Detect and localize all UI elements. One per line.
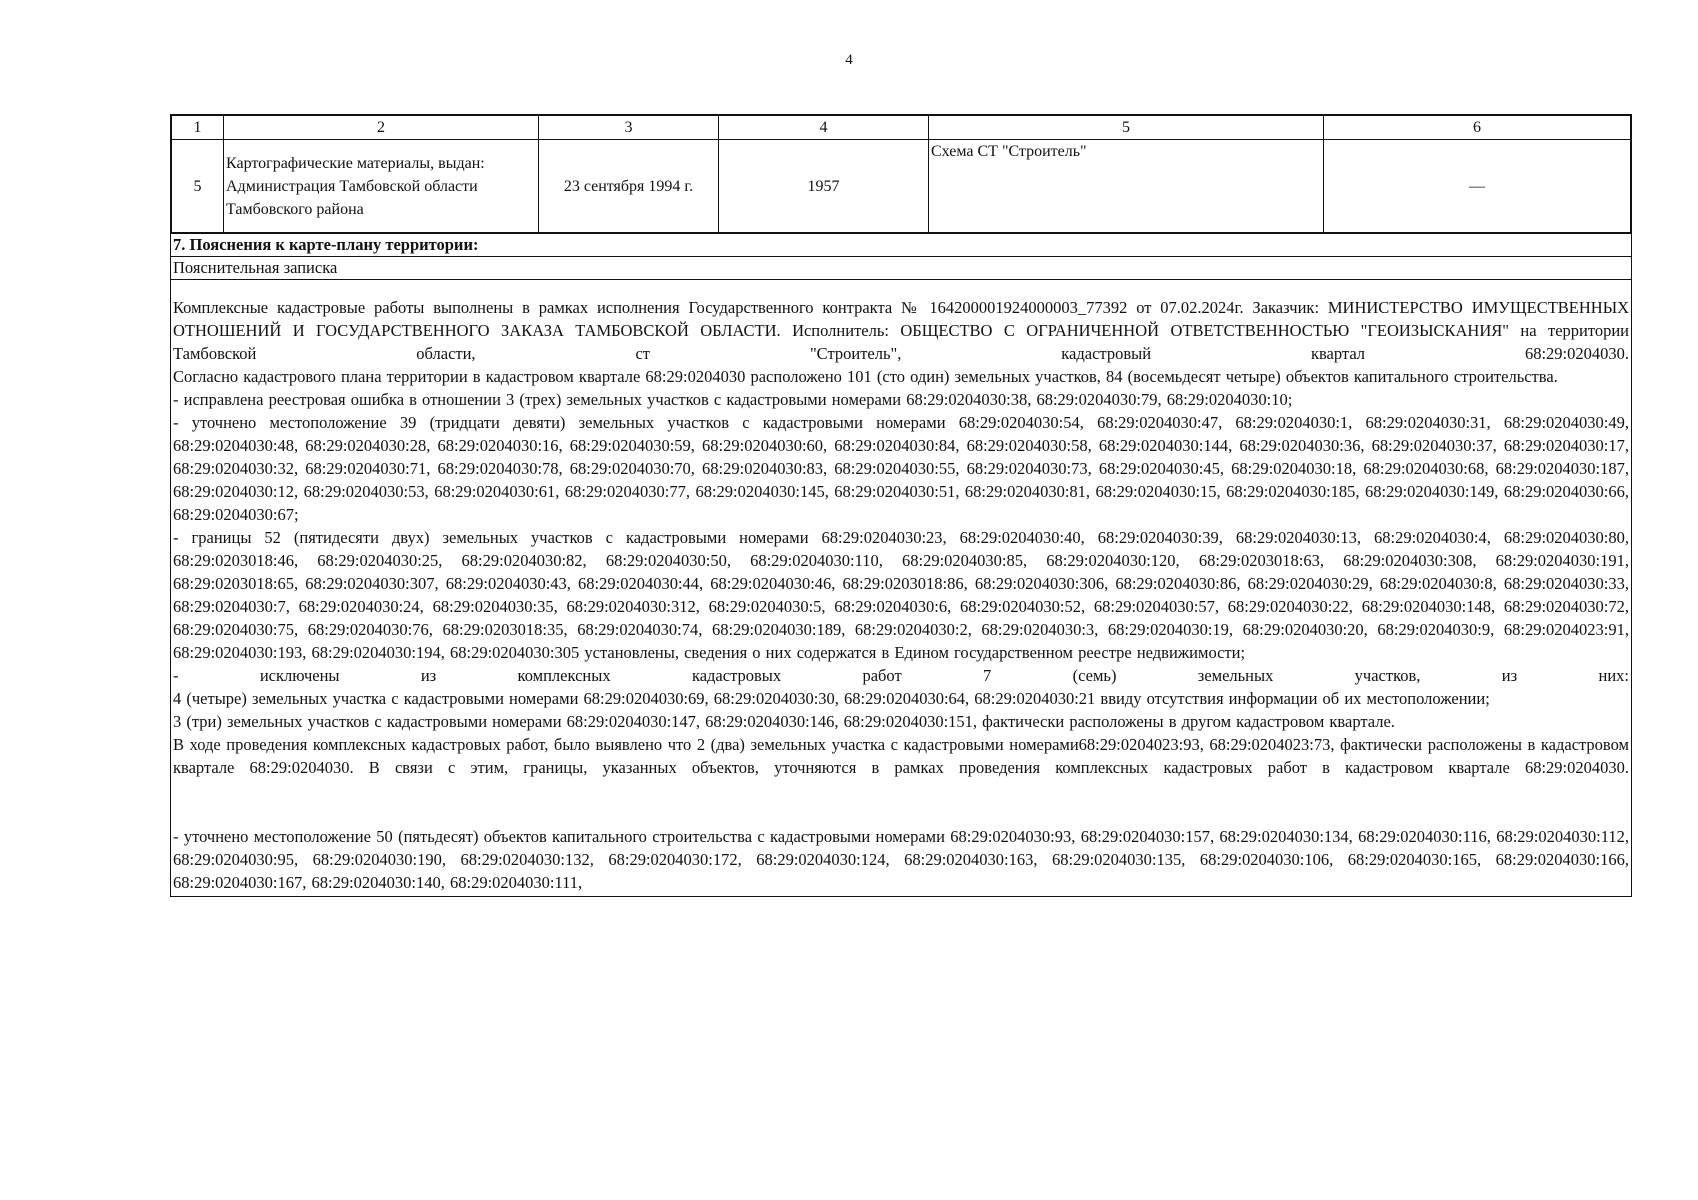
document-frame [170,114,1632,897]
column-number: 2 [224,116,539,140]
column-number: 3 [539,116,719,140]
paragraph-capital-objects: - уточнено местоположение 50 (пятьдесят) объектов капитального строительства с кадастровыми номерами 68:29:0204030:93, 68:29:0204030:157, 68:29:0204030:134, 68:29:0204030:116, 68:29:0204030:112, 68:29:0204030:95, 68:29:0204030:190, 68:29:0204030:132, 68:29:0204030:172, 68:29:0204030:124, 68:29:0204030:163, 68:29:0204030:135, 68:29:0204030:106, 68:29:0204030:165, 68:29:0204030:166, 68:29:0204030:167, 68:29:0204030:140, 68:29:0204030:111, [173,827,1629,892]
paragraph-registry-error: - исправлена реестровая ошибка в отношении 3 (трех) земельных участков с кадастровыми номерами 68:29:0204030:38, 68:29:0204030:79, 68:29:0204030:10; [173,390,1293,409]
paragraph-established-boundaries: - границы 52 (пятидесяти двух) земельных участков с кадастровыми номерами 68:29:0204030:23, 68:29:0204030:40, 68:29:0204030:39, 68:29:0204030:13, 68:29:0204030:4, 68:29:0204030:80, 68:29:0203018:46, 68:29:0204030:25, 68:29:0204030:82, 68:29:0204030:50, 68:29:0204030:110, 68:29:0204030:85, 68:29:0204030:120, 68:29:0203018:63, 68:29:0204030:308, 68:29:0204030:191, 68:29:0203018:65, 68:29:0204030:307, 68:29:0204030:43, 68:29:0204030:44, 68:29:0204030:46, 68:29:0203018:86, 68:29:0204030:306, 68:29:0204030:86, 68:29:0204030:29, 68:29:0204030:8, 68:29:0204030:33, 68:29:0204030:7, 68:29:0204030:24, 68:29:0204030:35, 68:29:0204030:312, 68:29:0204030:5, 68:29:0204030:6, 68:29:0204030:52, 68:29:0204030:57, 68:29:0204030:22, 68:29:0204030:148, 68:29:0204030:72, 68:29:0204030:75, 68:29:0204030:76, 68:29:0203018:35, 68:29:0204030:74, 68:29:0204030:189, 68:29:0204030:2, 68:29:0204030:3, 68:29:0204030:19, 68:29:0204030:20, 68:29:0204030:9, 68:29:0204023:91, 68:29:0204030:193, 68:29:0204030:194, 68:29:0204030:305 установлены, сведения о них содержатся в Едином государственном реестре недвижимости; [173,528,1629,662]
column-number: 5 [929,116,1324,140]
section-subtitle: Пояснительная записка [171,256,1631,279]
paragraph-clarified-parcels: - уточнено местоположение 39 (тридцати девяти) земельных участков с кадастровыми номерами 68:29:0204030:54, 68:29:0204030:47, 68:29:0204030:1, 68:29:0204030:31, 68:29:0204030:49, 68:29:0204030:48, 68:29:0204030:28, 68:29:0204030:16, 68:29:0204030:59, 68:29:0204030:60, 68:29:0204030:84, 68:29:0204030:58, 68:29:0204030:144, 68:29:0204030:36, 68:29:0204030:37, 68:29:0204030:17, 68:29:0204030:32, 68:29:0204030:71, 68:29:0204030:78, 68:29:0204030:70, 68:29:0204030:83, 68:29:0204030:55, 68:29:0204030:73, 68:29:0204030:45, 68:29:0204030:18, 68:29:0204030:68, 68:29:0204030:187, 68:29:0204030:12, 68:29:0204030:53, 68:29:0204030:61, 68:29:0204030:77, 68:29:0204030:145, 68:29:0204030:51, 68:29:0204030:81, 68:29:0204030:15, 68:29:0204030:185, 68:29:0204030:149, 68:29:0204030:66, 68:29:0204030:67; [173,413,1629,524]
paragraph-excluded: - исключены из комплексных кадастровых работ 7 (семь) земельных участков, из них: [173,666,1629,685]
notes-cell: — [1324,140,1631,233]
table-row [172,140,1631,233]
column-number: 1 [172,116,224,140]
paragraph-summary: Согласно кадастрового плана территории в кадастровом квартале 68:29:0204030 расположено 101 (сто один) земельных участков, 84 (восемьдесят четыре) объектов капитального строительства. [173,367,1558,386]
date-cell: 23 сентября 1994 г. [539,140,719,233]
explanatory-note [171,279,1631,896]
document-cell: Картографические материалы, выдан: Администрация Тамбовской области Тамбовского района [224,140,539,233]
paragraph-excluded-four: 4 (четыре) земельных участка с кадастровыми номерами 68:29:0204030:69, 68:29:0204030:30, 68:29:0204030:64, 68:29:0204030:21 ввиду отсутствия информации об их местоположении; [173,689,1490,708]
section-title: 7. Пояснения к карте-плану территории: [171,233,1631,256]
paragraph-other-quarter: В ходе проведения комплексных кадастровых работ, было выявлено что 2 (два) земельных участка с кадастровыми номерами68:29:0204023:93, 68:29:0204023:73, фактически расположены в кадастровом квартале 68:29:0204030. В связи с этим, границы, указанных объектов, уточняются в рамках проведения комплексных кадастровых работ в кадастровом квартале 68:29:0204030. [173,735,1629,777]
paragraph-excluded-three: 3 (три) земельных участков с кадастровыми номерами 68:29:0204030:147, 68:29:0204030:146, 68:29:0204030:151, фактически расположены в другом кадастровом квартале. [173,712,1395,731]
paragraph-contract: Комплексные кадастровые работы выполнены в рамках исполнения Государственного контракта № 164200001924000003_77392 от 07.02.2024г. Заказчик: МИНИСТЕРСТВО ИМУЩЕСТВЕННЫХ ОТНОШЕНИЙ И ГОСУДАРСТВЕННОГО ЗАКАЗА ТАМБОВСКОЙ ОБЛАСТИ. Исполнитель: ОБЩЕСТВО С ОГРАНИЧЕННОЙ ОТВЕТСТВЕННОСТЬЮ "ГЕОИЗЫСКАНИЯ" на территории Тамбовской области, ст "Строитель", кадастровый квартал 68:29:0204030. [173,298,1629,363]
row-number-cell: 5 [172,140,224,233]
column-number: 6 [1324,116,1631,140]
column-numbers-row [172,116,1631,140]
spacer [173,779,1629,825]
column-number: 4 [719,116,929,140]
sources-table [171,115,1631,233]
page-number: 4 [845,52,853,68]
number-cell: 1957 [719,140,929,233]
name-cell: Схема СТ "Строитель" [929,140,1324,233]
